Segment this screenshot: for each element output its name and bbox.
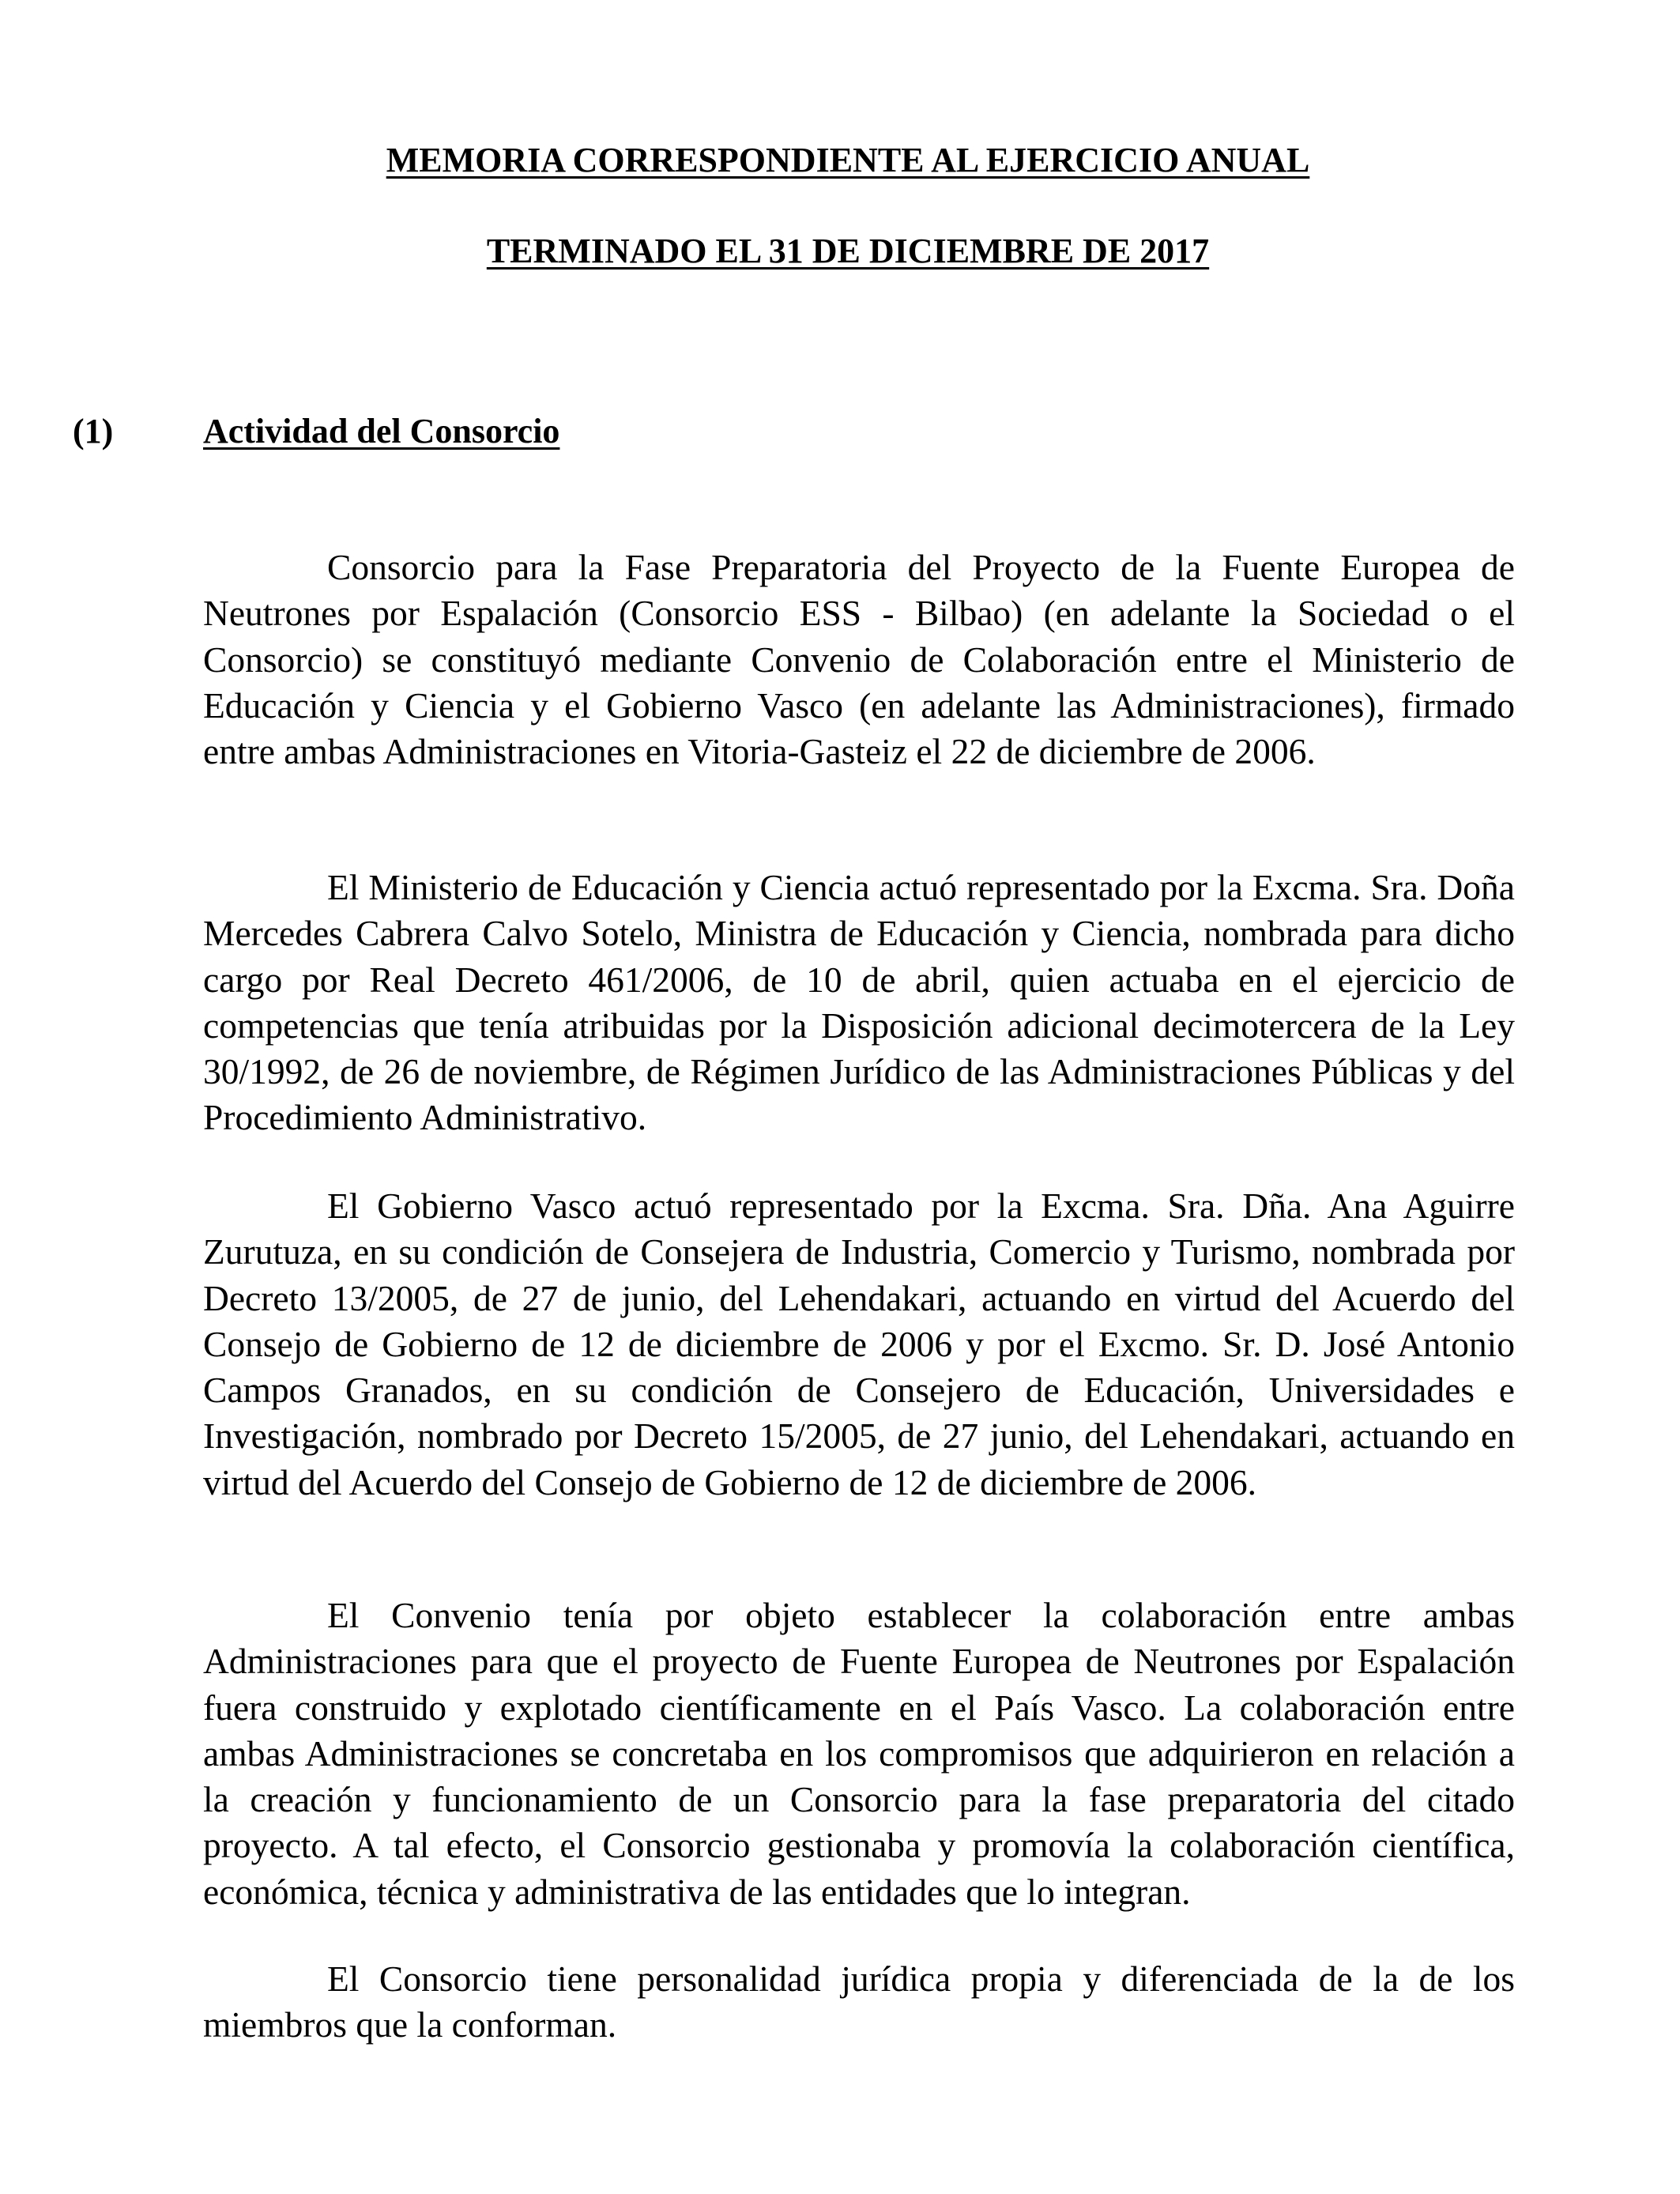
paragraph-consorcio-constitucion: Consorcio para la Fase Preparatoria del Proyecto de la Fuente Europea de Neutrones por Espalación (Consorcio ESS - Bilbao) (en adelante la Sociedad o el Consorcio) se constituyó mediante Convenio de Colaboración entre el Ministerio de Educación y Ciencia y el Gobierno Vasco (en adelante las Administraciones), firmado entre ambas Administraciones en Vitoria-Gasteiz el 22 de diciembre de 2006. (203, 547, 1515, 772)
paragraph-gobierno-vasco-representacion: El Gobierno Vasco actuó representado por la Excma. Sra. Dña. Ana Aguirre Zurutuza, en su condición de Consejera de Industria, Comercio y Turismo, nombrada por Decreto 13/2005, de 27 de junio, del Lehendakari, actuando en virtud del Acuerdo del Consejo de Gobierno de 12 de diciembre de 2006 y por el Excmo. Sr. D. José Antonio Campos Granados, en su condición de Consejero de Educación, Universidades e Investigación, nombrado por Decreto 15/2005, de 27 junio, del Lehendakari, actuando en virtud del Acuerdo del Consejo de Gobierno de 12 de diciembre de 2006. (203, 1186, 1515, 1502)
paragraph-ministerio-representacion: El Ministerio de Educación y Ciencia actuó representado por la Excma. Sra. Doña Mercedes Cabrera Calvo Sotelo, Ministra de Educación y Ciencia, nombrada para dicho cargo por Real Decreto 461/2006, de 10 de abril, quien actuaba en el ejercicio de competencias que tenía atribuidas por la Disposición adicional decimotercera de la Ley 30/1992, de 26 de noviembre, de Régimen Jurídico de las Administraciones Públicas y del Procedimiento Administrativo. (203, 867, 1515, 1138)
section-title: Actividad del Consorcio (203, 412, 560, 450)
paragraph-convenio-objeto: El Convenio tenía por objeto establecer la colaboración entre ambas Administraciones para que el proyecto de Fuente Europea de Neutrones por Espalación fuera construido y explotado científicamente en el País Vasco. La colaboración entre ambas Administraciones se concretaba en los compromisos que adquirieron en relación a la creación y funcionamiento de un Consorcio para la fase preparatoria del citado proyecto. A tal efecto, el Consorcio gestionaba y promovía la colaboración científica, económica, técnica y administrativa de las entidades que lo integran. (203, 1595, 1515, 1912)
section-number: (1) (73, 412, 114, 450)
paragraph-personalidad-juridica: El Consorcio tiene personalidad jurídica propia y diferenciada de la de los miembros que la conforman. (203, 1958, 1515, 2045)
document-title-line-1: MEMORIA CORRESPONDIENTE AL EJERCICIO ANUAL (386, 141, 1310, 179)
section-heading (73, 409, 559, 454)
document-title-line-2: TERMINADO EL 31 DE DICIEMBRE DE 2017 (486, 232, 1210, 270)
